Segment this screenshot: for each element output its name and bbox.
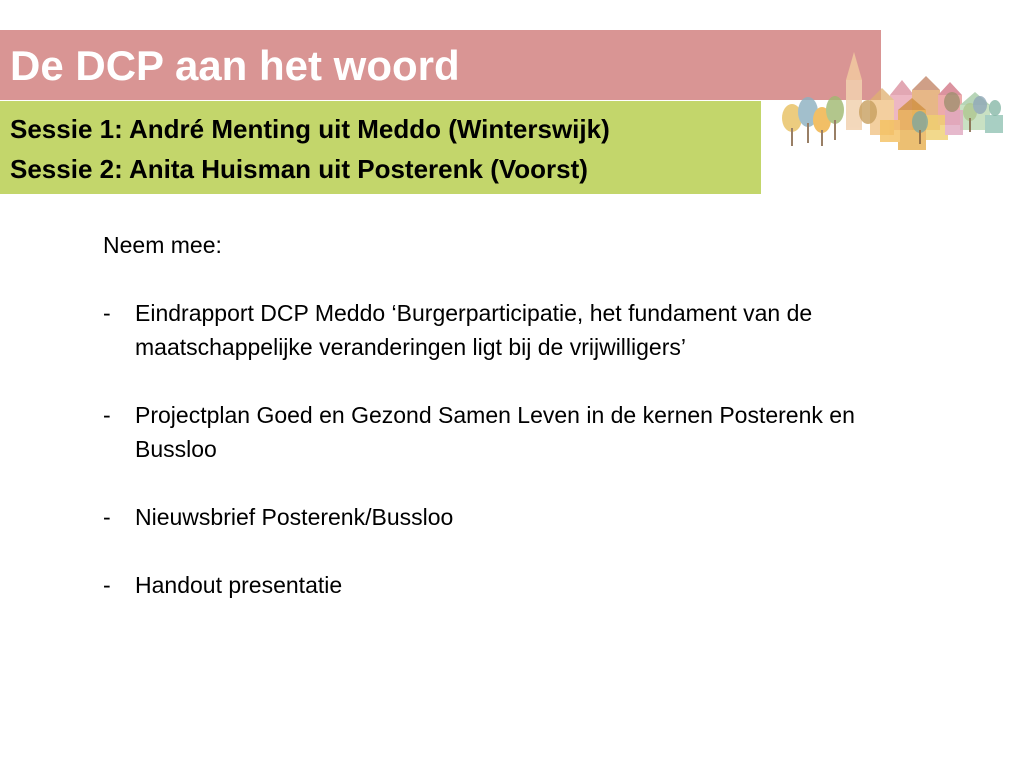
bullet-marker: -	[103, 300, 111, 326]
list-item-text: Eindrapport DCP Meddo ‘Burgerparticipatie, het fundament van de maatschappelijke veranderingen ligt bij de vrijwilligers’	[135, 300, 813, 360]
list-item	[103, 296, 933, 364]
list-item	[103, 568, 933, 602]
list-item-text: Handout presentatie	[135, 572, 343, 598]
session-1-label: Sessie 1: André Menting uit Meddo (Winterswijk)	[10, 114, 610, 144]
village-illustration-icon	[780, 50, 1005, 160]
session-2-label: Sessie 2: Anita Huisman uit Posterenk (Voorst)	[10, 154, 588, 184]
list-item	[103, 398, 933, 466]
list-item	[103, 500, 933, 534]
list-item-text: Nieuwsbrief Posterenk/Bussloo	[135, 504, 454, 530]
list-item-text: Projectplan Goed en Gezond Samen Leven in de kernen Posterenk en Bussloo	[135, 402, 855, 462]
bullet-marker: -	[103, 402, 111, 428]
bullet-marker: -	[103, 572, 111, 598]
slide-content	[103, 228, 933, 636]
slide-title: De DCP aan het woord	[10, 42, 460, 89]
bullet-list	[103, 296, 933, 602]
intro-text: Neem mee:	[103, 232, 222, 258]
bullet-marker: -	[103, 504, 111, 530]
